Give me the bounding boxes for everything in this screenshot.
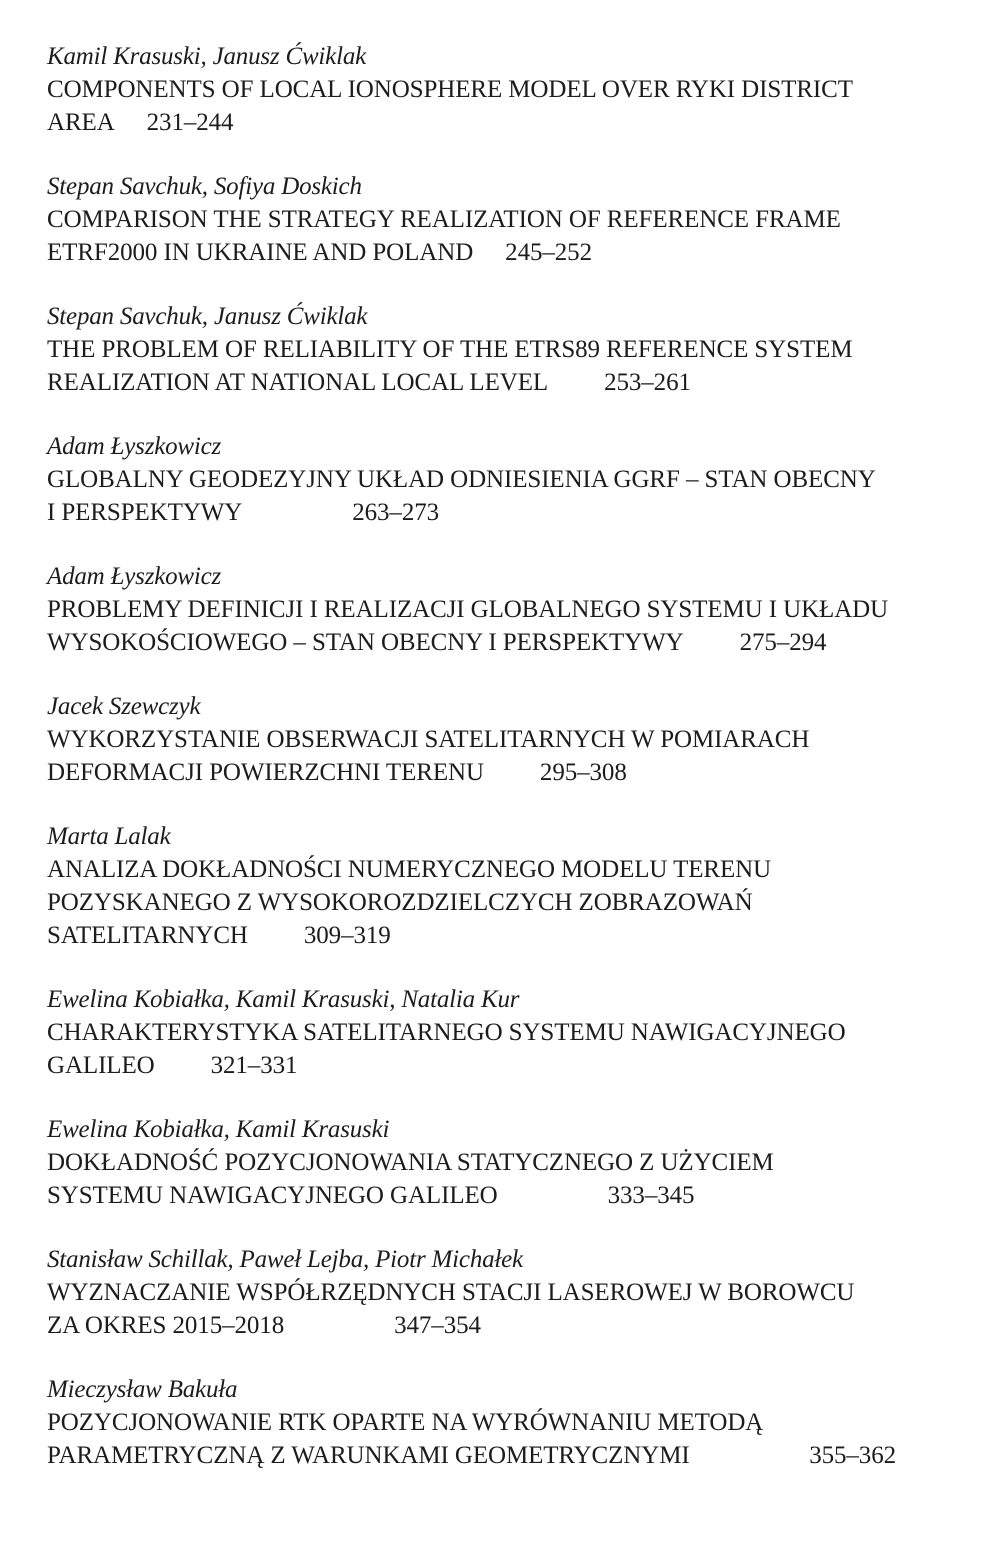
- entry-page-range: 263–273: [352, 499, 440, 526]
- entry-title-line: COMPONENTS OF LOCAL IONOSPHERE MODEL OVER RYKI DISTRICT: [47, 76, 853, 103]
- toc-entry: [47, 40, 951, 139]
- entry-authors: Jacek Szewczyk: [47, 693, 201, 720]
- entry-page-range: 245–252: [505, 239, 592, 266]
- entry-title-line: [47, 366, 951, 399]
- entry-title-line: [47, 1309, 951, 1342]
- toc-entry: [47, 690, 951, 789]
- toc-entry: [47, 820, 951, 952]
- toc-entry: [47, 300, 951, 399]
- entry-title-line: [47, 236, 951, 269]
- toc-entry: [47, 1113, 951, 1212]
- entry-authors: Adam Łyszkowicz: [47, 563, 222, 590]
- entry-title-text: GALILEO: [47, 1052, 155, 1079]
- entry-authors: Marta Lalak: [47, 823, 171, 850]
- entry-authors: Ewelina Kobiałka, Kamil Krasuski, Natalia Kur: [47, 986, 520, 1013]
- entry-page-range: 355–362: [809, 1442, 896, 1469]
- entry-title-text: I PERSPEKTYWY: [47, 499, 243, 526]
- entry-title-line: POZYSKANEGO Z WYSOKOROZDZIELCZYCH ZOBRAZOWAŃ: [47, 889, 753, 916]
- toc-entry: [47, 983, 951, 1082]
- entry-title-line: [47, 756, 951, 789]
- entry-authors: Ewelina Kobiałka, Kamil Krasuski: [47, 1116, 390, 1143]
- entry-title-text: ZA OKRES 2015–2018: [47, 1312, 285, 1339]
- entry-title-line: COMPARISON THE STRATEGY REALIZATION OF REFERENCE FRAME: [47, 206, 841, 233]
- entry-title-line: DOKŁADNOŚĆ POZYCJONOWANIA STATYCZNEGO Z UŻYCIEM: [47, 1149, 774, 1176]
- entry-title-line: GLOBALNY GEODEZYJNY UKŁAD ODNIESIENIA GGRF – STAN OBECNY: [47, 466, 876, 493]
- entry-page-range: 333–345: [607, 1182, 695, 1209]
- entry-title-text: SATELITARNYCH: [47, 922, 248, 949]
- entry-title-line: [47, 1439, 951, 1472]
- toc-entry: [47, 430, 951, 529]
- toc-entry: [47, 1373, 951, 1472]
- entry-title-line: [47, 1179, 951, 1212]
- entry-title-line: PROBLEMY DEFINICJI I REALIZACJI GLOBALNEGO SYSTEMU I UKŁADU: [47, 596, 889, 623]
- entry-authors: Adam Łyszkowicz: [47, 433, 222, 460]
- entry-title-line: THE PROBLEM OF RELIABILITY OF THE ETRS89 REFERENCE SYSTEM: [47, 336, 853, 363]
- entry-title-text: DEFORMACJI POWIERZCHNI TERENU: [47, 759, 484, 786]
- entry-title-line: ANALIZA DOKŁADNOŚCI NUMERYCZNEGO MODELU TERENU: [47, 856, 772, 883]
- entry-authors: Stanisław Schillak, Paweł Lejba, Piotr Michałek: [47, 1246, 523, 1273]
- entry-authors: Mieczysław Bakuła: [47, 1376, 238, 1403]
- entry-title-line: [47, 919, 951, 952]
- toc-entry: [47, 560, 951, 659]
- entry-authors: Stepan Savchuk, Sofiya Doskich: [47, 173, 362, 200]
- entry-title-line: [47, 626, 951, 659]
- entry-title-text: SYSTEMU NAWIGACYJNEGO GALILEO: [47, 1182, 498, 1209]
- entry-title-line: [47, 106, 951, 139]
- toc-entry: [47, 170, 951, 269]
- entry-title-text: PARAMETRYCZNĄ Z WARUNKAMI GEOMETRYCZNYMI: [47, 1442, 690, 1469]
- entry-title-line: CHARAKTERYSTYKA SATELITARNEGO SYSTEMU NAWIGACYJNEGO: [47, 1019, 846, 1046]
- entry-title-text: REALIZATION AT NATIONAL LOCAL LEVEL: [47, 369, 549, 396]
- entry-title-line: WYZNACZANIE WSPÓŁRZĘDNYCH STACJI LASEROWEJ W BOROWCU: [47, 1279, 855, 1306]
- entry-title-text: AREA: [47, 109, 115, 136]
- entry-title-line: WYKORZYSTANIE OBSERWACJI SATELITARNYCH W POMIARACH: [47, 726, 810, 753]
- entry-page-range: 231–244: [146, 109, 234, 136]
- entry-authors: Kamil Krasuski, Janusz Ćwiklak: [47, 43, 367, 70]
- entry-authors: Stepan Savchuk, Janusz Ćwiklak: [47, 303, 368, 330]
- entry-page-range: 321–331: [210, 1052, 298, 1079]
- toc-entry: [47, 1243, 951, 1342]
- entry-page-range: 295–308: [539, 759, 627, 786]
- entry-title-line: [47, 1049, 951, 1082]
- entry-title-line: [47, 496, 951, 529]
- entry-page-range: 253–261: [604, 369, 691, 396]
- entry-page-range: 309–319: [303, 922, 391, 949]
- entry-page-range: 275–294: [739, 629, 827, 656]
- entry-title-text: WYSOKOŚCIOWEGO – STAN OBECNY I PERSPEKTYWY: [47, 629, 684, 656]
- entry-title-line: POZYCJONOWANIE RTK OPARTE NA WYRÓWNANIU METODĄ: [47, 1409, 764, 1436]
- entry-title-text: ETRF2000 IN UKRAINE AND POLAND: [47, 239, 474, 266]
- entry-page-range: 347–354: [394, 1312, 481, 1339]
